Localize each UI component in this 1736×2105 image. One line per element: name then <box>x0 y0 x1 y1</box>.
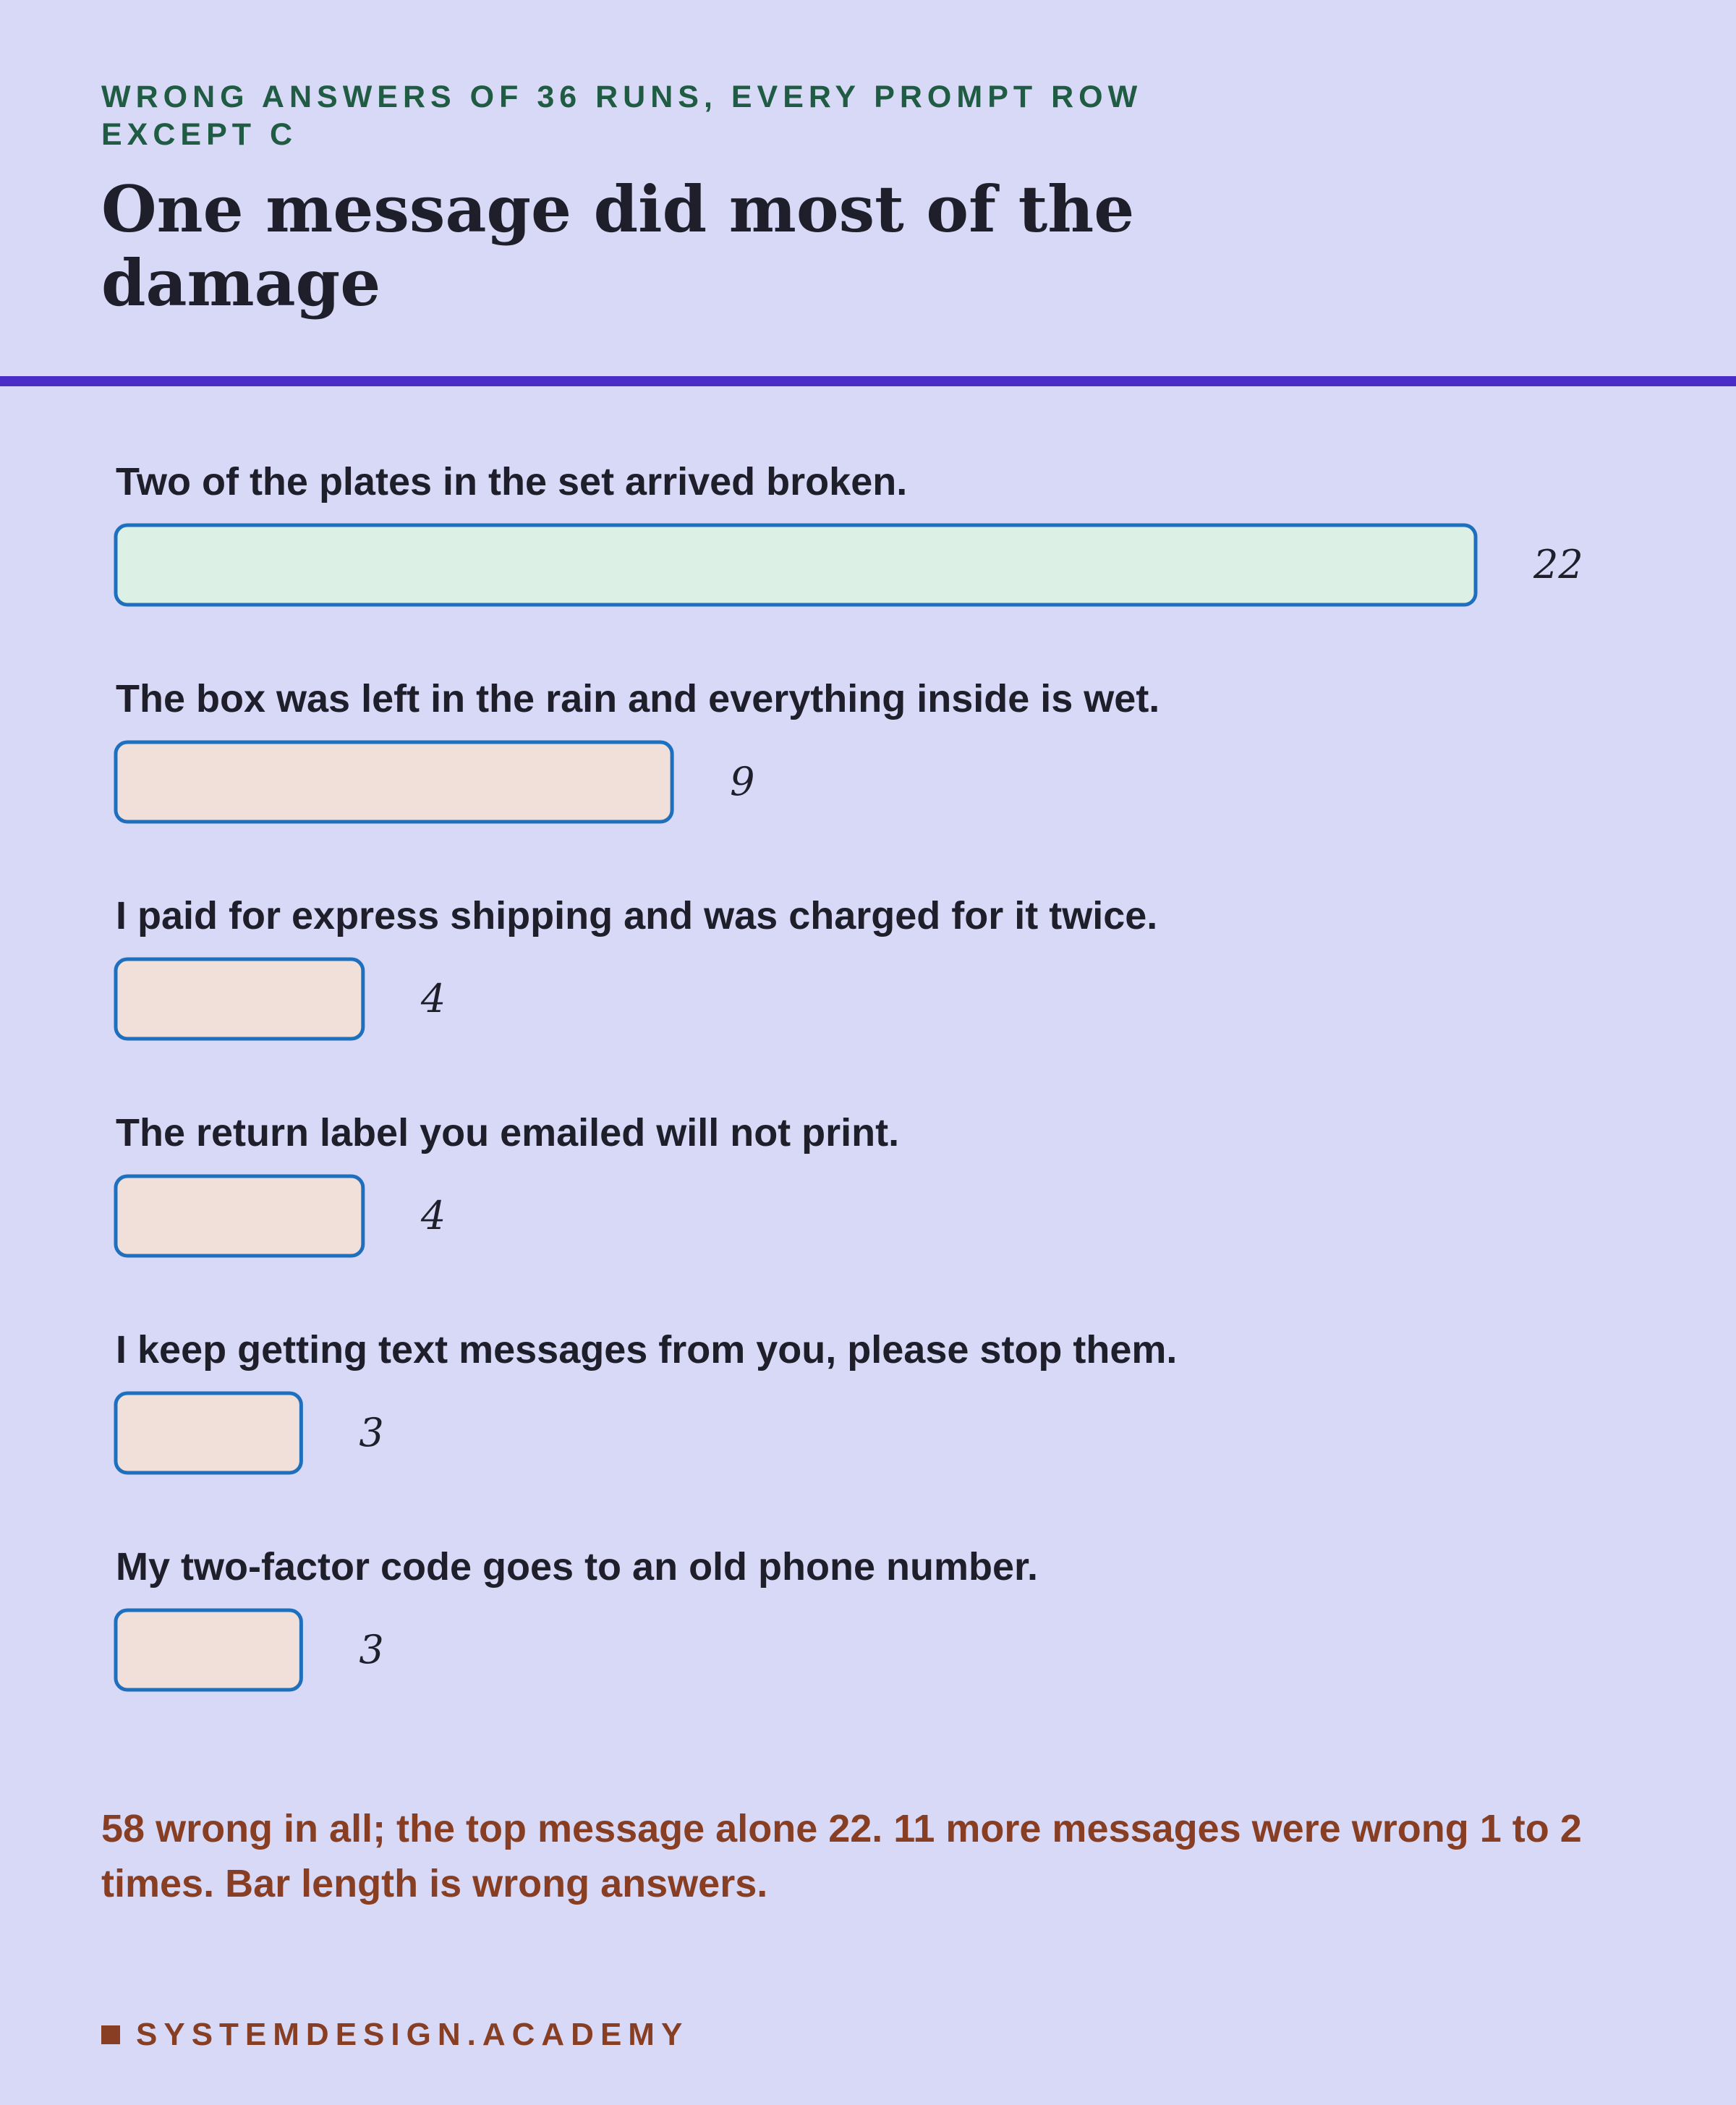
chart-eyebrow: WRONG ANSWERS OF 36 RUNS, EVERY PROMPT ROW EXCEPT C <box>101 80 1143 152</box>
chart-title: One message did most of the damage <box>101 171 1135 320</box>
bar-value-label: 3 <box>359 1410 384 1455</box>
bar-label: I paid for express shipping and was charged for it twice. <box>116 894 1158 937</box>
bar <box>116 525 1476 605</box>
brand <box>101 2017 689 2053</box>
bar-value-label: 3 <box>359 1627 384 1672</box>
bar <box>116 959 363 1039</box>
bar-label: The return label you emailed will not print. <box>116 1111 900 1154</box>
header-divider <box>0 376 1736 386</box>
brand-square-icon <box>101 2025 120 2044</box>
bar-label: Two of the plates in the set arrived broken. <box>116 460 908 503</box>
bar <box>116 1610 301 1690</box>
chart-footnote: 58 wrong in all; the top message alone 22. 11 more messages were wrong 1 to 2 times. Bar length is wrong answers. <box>101 1807 1582 1905</box>
bar <box>116 1393 301 1473</box>
bar-label: My two-factor code goes to an old phone number. <box>116 1545 1039 1589</box>
bar-value-label: 22 <box>1533 542 1583 587</box>
bar-value-label: 4 <box>420 1193 446 1238</box>
brand-text: SYSTEMDESIGN.ACADEMY <box>136 2017 689 2052</box>
chart-header <box>0 0 1736 376</box>
bar <box>116 1176 363 1256</box>
bar-label: I keep getting text messages from you, please stop them. <box>116 1328 1178 1372</box>
bar-label: The box was left in the rain and everything inside is wet. <box>116 677 1160 720</box>
bar-chart <box>0 386 1736 1761</box>
bar <box>116 742 672 822</box>
bar-value-label: 9 <box>730 759 755 804</box>
bar-value-label: 4 <box>420 976 446 1021</box>
